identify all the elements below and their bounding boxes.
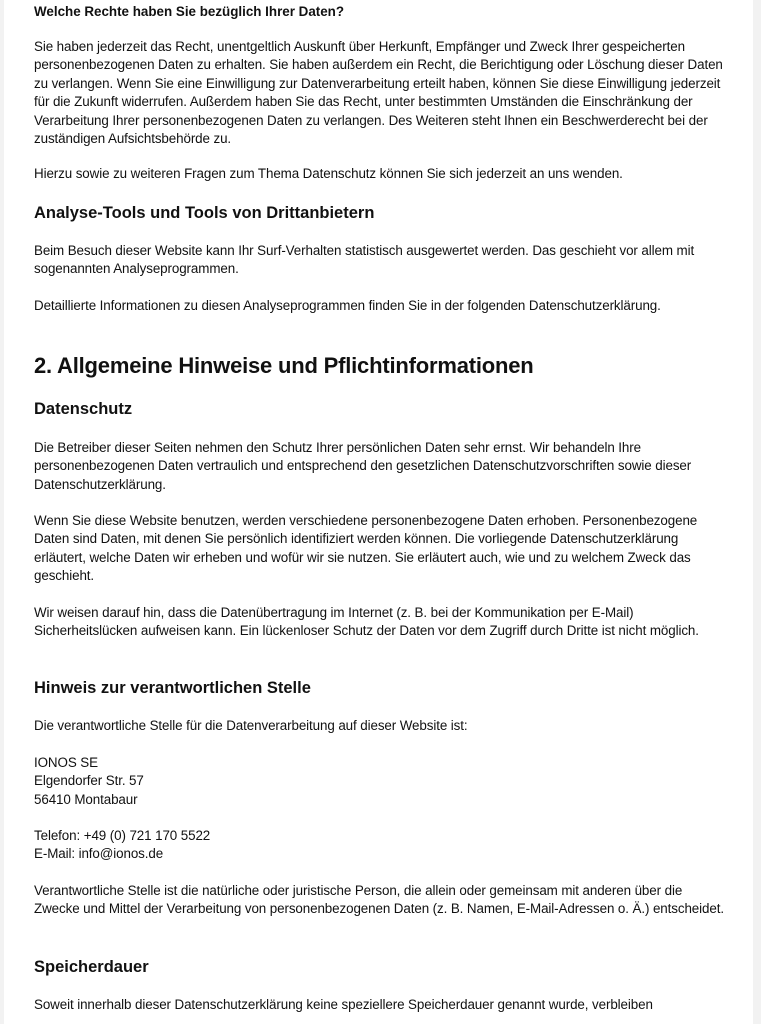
rights-heading: Welche Rechte haben Sie bezüglich Ihrer Daten? bbox=[34, 4, 345, 19]
analysis-heading: Analyse-Tools und Tools von Drittanbietern bbox=[34, 204, 375, 222]
privacy-paragraph-1: Die Betreiber dieser Seiten nehmen den Schutz Ihrer persönlichen Daten sehr ernst. Wir behandeln Ihre personenbezogenen Daten vertraulich und entsprechend den gesetzlichen Datenschutzvorschriften sowie dieser Datenschutzerklärung. bbox=[34, 440, 692, 492]
contact-info bbox=[34, 827, 724, 864]
responsible-heading: Hinweis zur verantwortlichen Stelle bbox=[34, 679, 311, 697]
storage-heading: Speicherdauer bbox=[34, 958, 149, 976]
privacy-paragraph-2: Wenn Sie diese Website benutzen, werden verschiedene personenbezogene Daten erhoben. Personenbezogene Daten sind Daten, mit denen Sie persönlich identifiziert werden können. Die vorliegende Datenschutzerklärung erläutert, welche Daten wir erheben und wofür wir sie nutzen. Sie erläutert auch, wie und zu welchem Zweck das geschieht. bbox=[34, 513, 698, 584]
contact-phone: Telefon: +49 (0) 721 170 5522 bbox=[34, 828, 211, 843]
address-company: IONOS SE bbox=[34, 755, 98, 770]
document-page bbox=[4, 0, 753, 1024]
general-section-heading: 2. Allgemeine Hinweise und Pflichtinformationen bbox=[34, 353, 534, 378]
company-address bbox=[34, 754, 724, 809]
rights-paragraph-1: Sie haben jederzeit das Recht, unentgeltlich Auskunft über Herkunft, Empfänger und Zweck Ihrer gespeicherten personenbezogenen Daten zu erhalten. Sie haben außerdem ein Recht, die Berichtigung oder Löschung dieser Daten zu verlangen. Wenn Sie eine Einwilligung zur Datenverarbeitung erteilt haben, können Sie diese Einwilligung jederzeit für die Zukunft widerrufen. Außerdem haben Sie das Recht, unter bestimmten Umständen die Einschränkung der Verarbeitung Ihrer personenbezogenen Daten zu verlangen. Des Weiteren steht Ihnen ein Beschwerderecht bei der zuständigen Aufsichtsbehörde zu. bbox=[34, 39, 723, 147]
privacy-heading: Datenschutz bbox=[34, 400, 133, 418]
address-city: 56410 Montabaur bbox=[34, 791, 138, 807]
responsible-definition: Verantwortliche Stelle ist die natürliche oder juristische Person, die allein oder gemeinsam mit anderen über die Zwecke und Mittel der Verarbeitung von personenbezogenen Daten (z. B. Namen, E-Mail-Adressen o. Ä.) entscheidet. bbox=[34, 883, 724, 917]
privacy-paragraph-3: Wir weisen darauf hin, dass die Datenübertragung im Internet (z. B. bei der Kommunikation per E-Mail) Sicherheitslücken aufweisen kann. Ein lückenloser Schutz der Daten vor dem Zugriff durch Dritte ist nicht möglich. bbox=[34, 605, 699, 639]
analysis-paragraph-2: Detaillierte Informationen zu diesen Analyseprogrammen finden Sie in der folgenden Datenschutzerklärung. bbox=[34, 298, 661, 313]
storage-paragraph-1: Soweit innerhalb dieser Datenschutzerklärung keine speziellere Speicherdauer genannt wurde, verbleiben bbox=[34, 997, 653, 1012]
address-street: Elgendorfer Str. 57 bbox=[34, 773, 144, 789]
contact-email[interactable]: E-Mail: info@ionos.de bbox=[34, 846, 164, 862]
rights-paragraph-2: Hierzu sowie zu weiteren Fragen zum Thema Datenschutz können Sie sich jederzeit an uns wenden. bbox=[34, 166, 623, 181]
responsible-intro: Die verantwortliche Stelle für die Datenverarbeitung auf dieser Website ist: bbox=[34, 718, 468, 733]
analysis-paragraph-1: Beim Besuch dieser Website kann Ihr Surf-Verhalten statistisch ausgewertet werden. Das geschieht vor allem mit sogenannten Analyseprogrammen. bbox=[34, 243, 695, 277]
